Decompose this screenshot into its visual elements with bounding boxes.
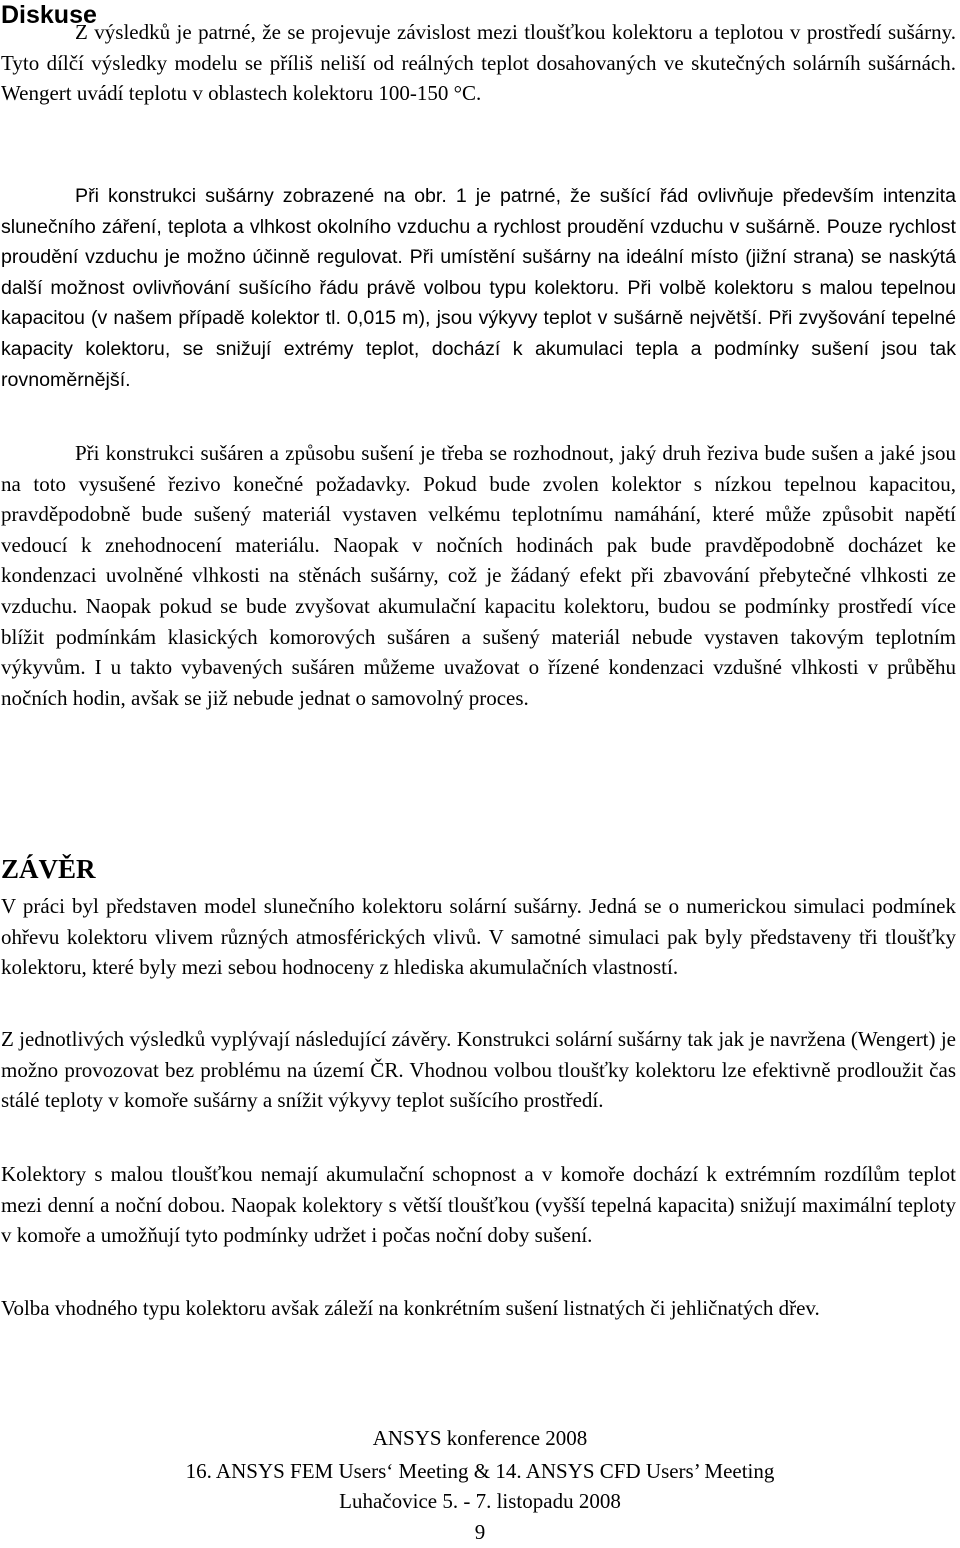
discussion-paragraph-2: Při konstrukci sušárny zobrazené na obr. 1 je patrné, že sušící řád ovlivňuje především intenzita slunečního záření, teplota a vlhkost okolního vzduchu a rychlost proudění vzduchu v sušárně. Pouze rychlost proudění vzduchu je možno účinně regulovat. Při umístění sušárny na ideální místo (jižní strana) se naskýtá další možnost ovlivňování sušícího řádu právě volbou typu kolektoru. Při volbě kolektoru s malou tepelnou kapacitou (v našem případě kolektor tl. 0,015 m), jsou výkyvy teplot v sušárně největší. Při zvyšování tepelné kapacity kolektoru, se snižují extrémy teplot, dochází k akumulaci tepla a podmínky sušení jsou tak rovnoměrnější. <box>1 185 956 391</box>
discussion-paragraph-1: Z výsledků je patrné, že se projevuje závislost mezi tloušťkou kolektoru a teplotou v prostředí sušárny. Tyto dílčí výsledky modelu se příliš neliší od reálných teplot dosahovaných ve skutečných solárníh sušárnách. Wengert uvádí teplotu v oblastech kolektoru 100-150 °C. <box>1 20 956 106</box>
footer-place-date: Luhačovice 5. - 7. listopadu 2008 <box>339 1489 621 1513</box>
section-heading-zaver: ZÁVĚR <box>1 854 96 884</box>
conclusion-paragraph-4: Volba vhodného typu kolektoru avšak záleží na konkrétním sušení listnatých či jehličnatých dřev. <box>1 1296 820 1320</box>
footer-conference: ANSYS konference 2008 <box>372 1426 588 1450</box>
discussion-paragraph-3: Při konstrukci sušáren a způsobu sušení je třeba se rozhodnout, jaký druh řeziva bude sušen a jaké jsou na toto vysušené řezivo konečné požadavky. Pokud bude zvolen kolektor s nízkou tepelnou kapacitou, pravděpodobně bude sušený materiál vystaven velkému teplotnímu namáhání, které může způsobit napětí vedoucí k znehodnocení materiálu. Naopak v nočních hodinách pak bude pravděpodobně docházet ke kondenzaci uvolněné vlhkosti na stěnách sušárny, což je žádaný efekt při zbavování přebytečné vlhkosti ze vzduchu. Naopak pokud se bude zvyšovat akumulační kapacitu kolektoru, budou se podmínky prostředí více blížit podmínkám klasických komorových sušáren a sušený materiál nebude vystaven takovým teplotním výkyvům. I u takto vybavených sušáren můžeme uvažovat o řízené kondenzaci vzdušné vlhkosti v průběhu nočních hodin, avšak se již nebude jednat o samovolný proces. <box>1 441 956 710</box>
page-number: 9 <box>474 1520 486 1544</box>
conclusion-paragraph-1: V práci byl představen model slunečního kolektoru solární sušárny. Jedná se o numerickou simulaci podmínek ohřevu kolektoru vlivem různých atmosférických vlivů. V samotné simulaci pak byly představeny tři tloušťky kolektoru, které byly mezi sebou hodnoceny z hlediska akumulačních vlastností. <box>1 894 956 980</box>
section-heading-diskuse: Diskuse <box>1 1 97 29</box>
conclusion-paragraph-2: Z jednotlivých výsledků vyplývají následující závěry. Konstrukci solární sušárny tak jak je navržena (Wengert) je možno provozovat bez problému na území ČR. Vhodnou volbou tloušťky kolektoru lze efektivně prodloužit čas stálé teploty v komoře sušárny a snížit výkyvy teplot sušícího prostředí. <box>1 1027 956 1113</box>
conclusion-paragraph-3: Kolektory s malou tloušťkou nemají akumulační schopnost a v komoře dochází k extrémním rozdílům teplot mezi denní a noční dobou. Naopak kolektory s větší tloušťkou (vyšší tepelná kapacita) snižují maximální teploty v komoře a umožňují tyto podmínky udržet i počas noční doby sušení. <box>1 1162 956 1248</box>
footer-meeting: 16. ANSYS FEM Users‘ Meeting & 14. ANSYS CFD Users’ Meeting <box>185 1459 775 1483</box>
